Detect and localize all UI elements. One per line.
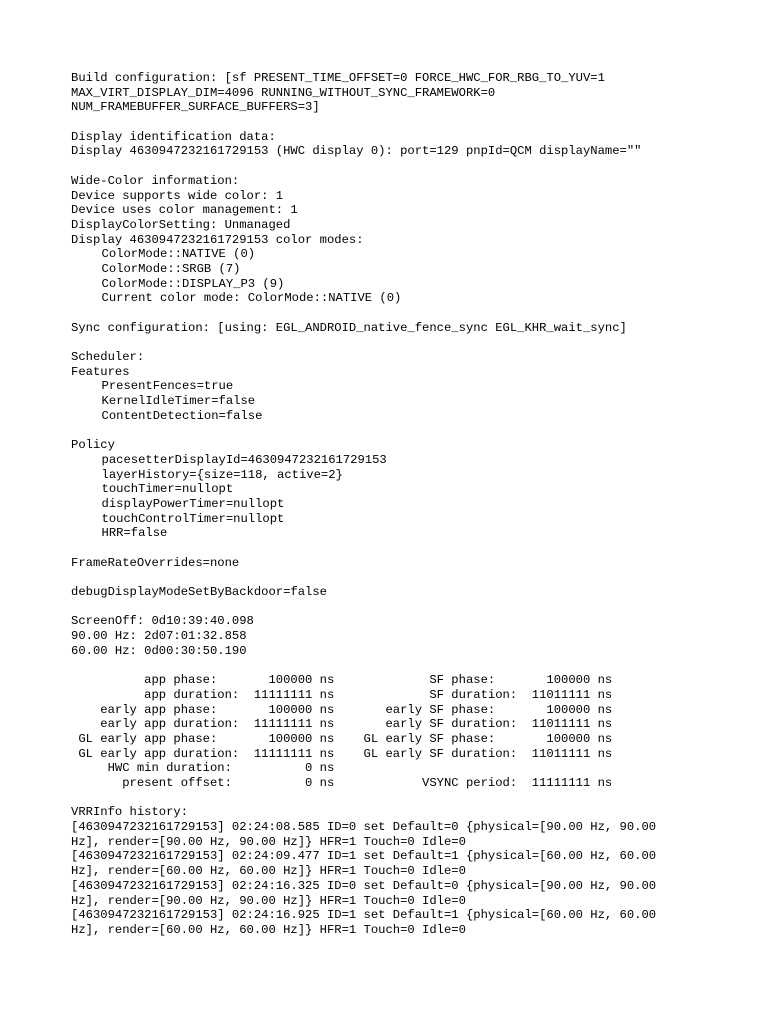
spacer xyxy=(71,159,711,174)
wide-color-line: Display 4630947232161729153 color modes: xyxy=(71,232,364,247)
spacer xyxy=(71,570,711,585)
build-config-line: MAX_VIRT_DISPLAY_DIM=4096 RUNNING_WITHOUT_SYNC_FRAMEWORK=0 xyxy=(71,85,496,100)
vrr-entry-line: Hz], render=[60.00 Hz, 60.00 Hz]} HFR=1 Touch=0 Idle=0 xyxy=(71,922,466,937)
vrr-entry-line: [4630947232161729153] 02:24:08.585 ID=0 set Default=0 {physical=[90.00 Hz, 90.00 xyxy=(71,820,657,835)
color-mode-line: ColorMode::SRGB (7) xyxy=(101,261,241,276)
timing-line: ScreenOff: 0d10:39:40.098 xyxy=(71,614,254,629)
spacer xyxy=(71,600,711,615)
policy-line: HRR=false xyxy=(101,526,168,541)
vrr-entry-line: Hz], render=[90.00 Hz, 90.00 Hz]} HFR=1 Touch=0 Idle=0 xyxy=(71,834,466,849)
spacer xyxy=(71,306,711,321)
timing-line: 90.00 Hz: 2d07:01:32.858 xyxy=(71,629,247,644)
feature-line: ContentDetection=false xyxy=(101,408,263,423)
policy-line: displayPowerTimer=nullopt xyxy=(101,496,285,511)
feature-line: KernelIdleTimer=false xyxy=(101,394,256,409)
phase-row: HWC min duration: 0 ns xyxy=(71,761,335,776)
timing-line: 60.00 Hz: 0d00:30:50.190 xyxy=(71,643,247,658)
wide-color-line: Device uses color management: 1 xyxy=(71,203,298,218)
color-mode-line: ColorMode::DISPLAY_P3 (9) xyxy=(101,276,285,291)
phase-row: GL early app phase: 100000 ns GL early SF phase: 100000 ns xyxy=(71,731,613,746)
spacer xyxy=(71,115,711,130)
phase-row: early app phase: 100000 ns early SF phase: 100000 ns xyxy=(71,702,613,717)
vrr-entry-line: [4630947232161729153] 02:24:09.477 ID=1 set Default=1 {physical=[60.00 Hz, 60.00 xyxy=(71,849,657,864)
vsync-phase-table xyxy=(71,673,711,791)
phase-row: app phase: 100000 ns SF phase: 100000 ns xyxy=(71,673,613,688)
debug-display-mode-line: debugDisplayModeSetByBackdoor=false xyxy=(71,585,327,600)
vrr-entry-line: Hz], render=[90.00 Hz, 90.00 Hz]} HFR=1 Touch=0 Idle=0 xyxy=(71,893,466,908)
wide-color-line: Device supports wide color: 1 xyxy=(71,188,284,203)
policy-line: touchControlTimer=nullopt xyxy=(101,511,285,526)
spacer xyxy=(71,659,711,674)
frame-rate-overrides-line: FrameRateOverrides=none xyxy=(71,555,240,570)
phase-row: GL early app duration: 11111111 ns GL early SF duration: 11011111 ns xyxy=(71,746,613,761)
policy-line: layerHistory={size=118, active=2} xyxy=(101,467,343,482)
policy-heading: Policy xyxy=(71,438,115,453)
sync-configuration-line: Sync configuration: [using: EGL_ANDROID_native_fence_sync EGL_KHR_wait_sync] xyxy=(71,320,627,335)
current-color-mode-line: Current color mode: ColorMode::NATIVE (0) xyxy=(101,291,402,306)
policy-line: pacesetterDisplayId=4630947232161729153 xyxy=(101,452,387,467)
vrr-entry-line: [4630947232161729153] 02:24:16.325 ID=0 set Default=0 {physical=[90.00 Hz, 90.00 xyxy=(71,878,657,893)
wide-color-section xyxy=(71,174,711,306)
vrr-entry-line: Hz], render=[60.00 Hz, 60.00 Hz]} HFR=1 Touch=0 Idle=0 xyxy=(71,864,466,879)
vrr-entry-line: [4630947232161729153] 02:24:16.925 ID=1 set Default=1 {physical=[60.00 Hz, 60.00 xyxy=(71,908,657,923)
spacer xyxy=(71,541,711,556)
display-identification-section xyxy=(71,130,711,159)
build-config-line: Build configuration: [sf PRESENT_TIME_OFFSET=0 FORCE_HWC_FOR_RBG_TO_YUV=1 xyxy=(71,71,605,85)
phase-row: app duration: 11111111 ns SF duration: 11011111 ns xyxy=(71,687,613,702)
features-heading: Features xyxy=(71,364,130,379)
display-id-heading: Display identification data: xyxy=(71,129,276,144)
vrr-info-history-section xyxy=(71,805,711,937)
color-mode-line: ColorMode::NATIVE (0) xyxy=(101,247,256,262)
scheduler-heading: Scheduler: xyxy=(71,350,145,365)
scheduler-section xyxy=(71,350,711,541)
wide-color-heading: Wide-Color information: xyxy=(71,173,240,188)
display-id-line: Display 4630947232161729153 (HWC display 0): port=129 pnpId=QCM displayName="" xyxy=(71,144,642,159)
policy-line: touchTimer=nullopt xyxy=(101,482,234,497)
phase-row: early app duration: 11111111 ns early SF duration: 11011111 ns xyxy=(71,717,613,732)
spacer xyxy=(71,791,711,806)
build-configuration-section xyxy=(71,71,711,115)
wide-color-line: DisplayColorSetting: Unmanaged xyxy=(71,217,291,232)
feature-line: PresentFences=true xyxy=(101,379,234,394)
spacer xyxy=(71,335,711,350)
dumpsys-output xyxy=(71,71,711,938)
phase-row: present offset: 0 ns VSYNC period: 11111111 ns xyxy=(71,776,613,790)
spacer xyxy=(71,424,711,439)
refresh-rate-timing-section xyxy=(71,614,711,658)
vrr-heading: VRRInfo history: xyxy=(71,805,189,820)
build-config-line: NUM_FRAMEBUFFER_SURFACE_BUFFERS=3] xyxy=(71,100,320,115)
